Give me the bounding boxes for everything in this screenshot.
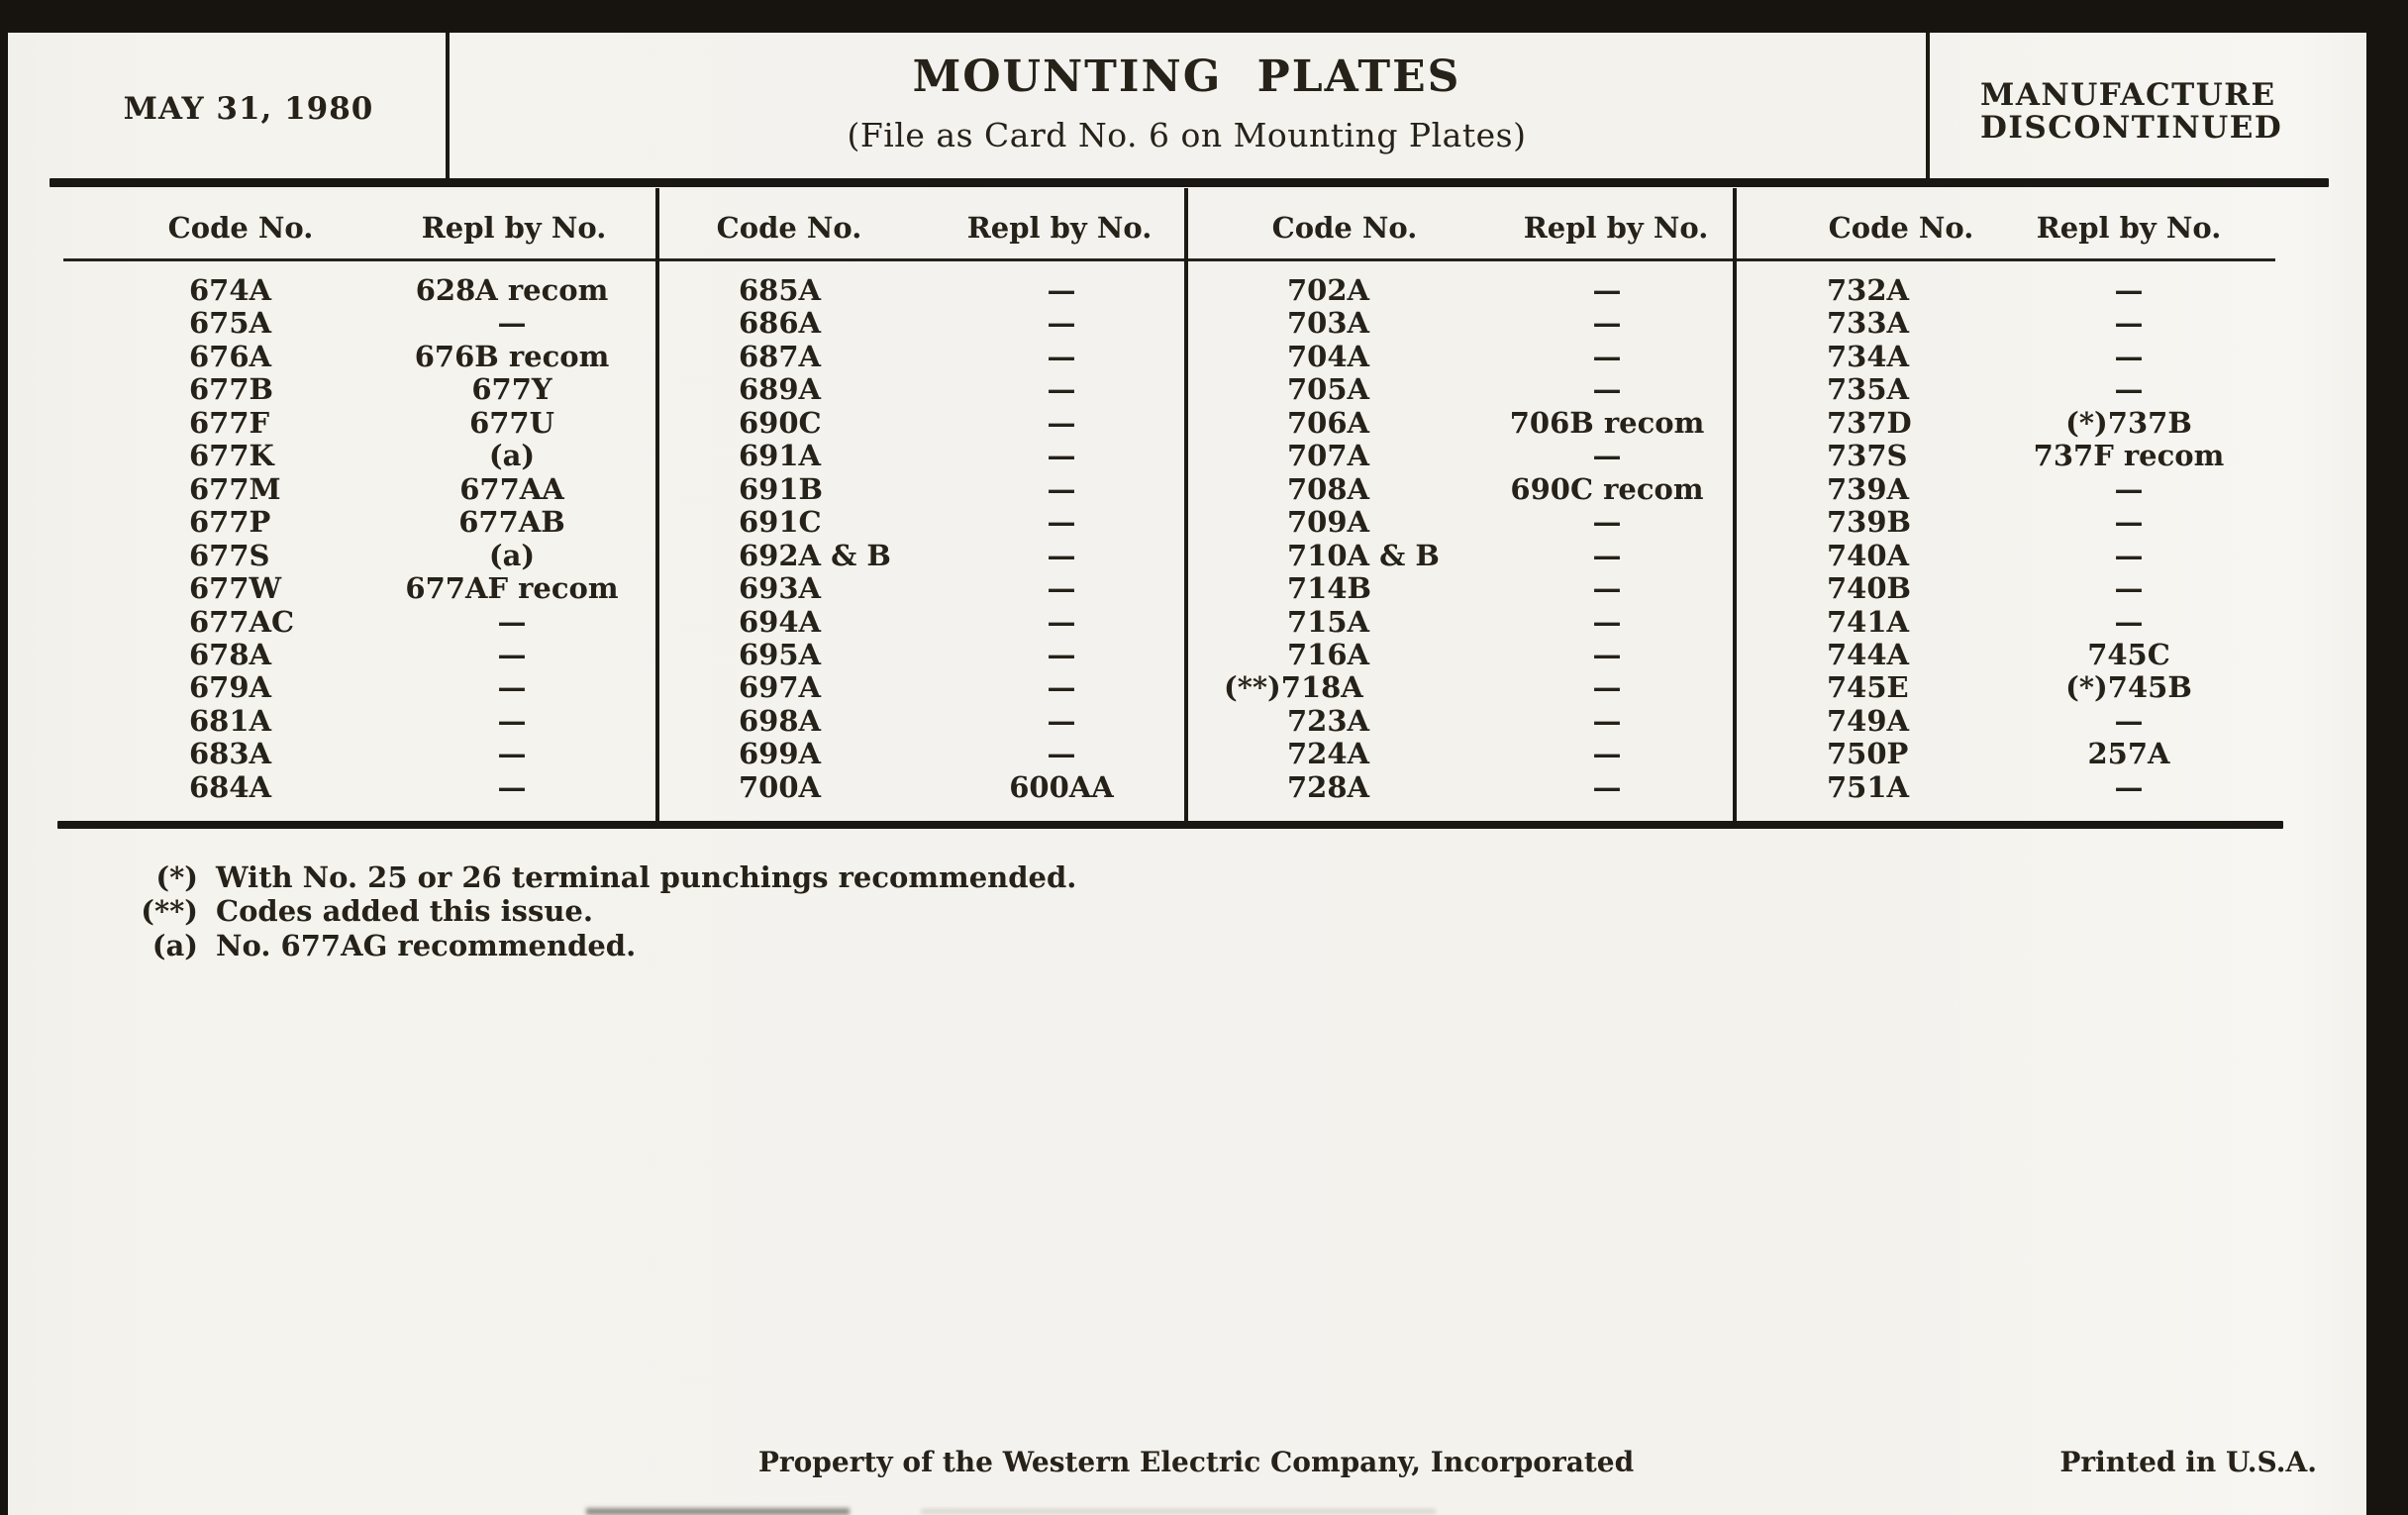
code-no-cell: 710A & B [1287, 539, 1440, 572]
code-no-cell: 707A [1287, 439, 1370, 472]
repl-by-no-cell: — [2114, 770, 2144, 804]
code-no-cell: 708A [1287, 472, 1370, 506]
repl-by-no-cell: — [1047, 670, 1076, 704]
repl-by-no-cell: — [1592, 439, 1622, 472]
repl-by-no-cell: — [1592, 505, 1622, 539]
code-no-cell: 751A [1827, 770, 1910, 804]
repl-by-no-cell: 676B recom [414, 340, 610, 373]
status-line-1: MANUFACTURE [1980, 77, 2276, 113]
repl-by-no-cell: — [2114, 539, 2144, 572]
code-no-cell: 735A [1827, 372, 1910, 406]
issue-date: MAY 31, 1980 [123, 91, 374, 127]
code-no-cell: 694A [739, 605, 822, 639]
repl-by-no-cell: — [1047, 406, 1076, 440]
repl-column-header: Repl by No. [1523, 211, 1709, 245]
code-no-cell: 677W [189, 571, 282, 605]
code-no-cell: 744A [1827, 638, 1910, 671]
code-no-cell: 724A [1287, 737, 1370, 770]
code-no-cell: 683A [189, 737, 272, 770]
repl-by-no-cell: — [1047, 704, 1076, 738]
code-no-cell: 675A [189, 306, 272, 340]
repl-by-no-cell: — [1592, 638, 1622, 671]
repl-by-no-cell: — [1592, 372, 1622, 406]
repl-by-no-cell: — [2114, 704, 2144, 738]
code-no-cell: 706A [1287, 406, 1370, 440]
repl-by-no-cell: — [1592, 605, 1622, 639]
repl-by-no-cell: — [497, 306, 527, 340]
code-no-cell: 676A [189, 340, 272, 373]
repl-by-no-cell: — [1047, 505, 1076, 539]
repl-by-no-cell: — [1047, 340, 1076, 373]
repl-by-no-cell: — [1592, 306, 1622, 340]
code-column-header: Code No. [716, 211, 862, 245]
code-no-cell: 681A [189, 704, 272, 738]
table-bottom-rule [57, 821, 2283, 829]
header-title-block [448, 0, 1926, 154]
code-no-cell: 687A [739, 340, 822, 373]
code-no-cell: 684A [189, 770, 272, 804]
repl-by-no-cell: (a) [488, 439, 536, 472]
repl-by-no-cell: 628A recom [415, 273, 609, 307]
repl-by-no-cell: — [1047, 439, 1076, 472]
code-no-cell: 677B [189, 372, 274, 406]
column-header-rule [63, 258, 2275, 261]
code-no-cell: 740B [1827, 571, 1912, 605]
page-subtitle: (File as Card No. 6 on Mounting Plates) [847, 116, 1527, 154]
code-no-cell: 686A [739, 306, 822, 340]
repl-by-no-cell: — [1592, 704, 1622, 738]
code-no-cell: 691A [739, 439, 822, 472]
code-no-cell: 677K [189, 439, 274, 472]
footnote-marker: (*) [155, 860, 198, 894]
code-no-cell: 745E [1827, 670, 1909, 704]
code-no-cell: 679A [189, 670, 272, 704]
repl-by-no-cell: 257A [2087, 737, 2170, 770]
header-rule [50, 178, 2329, 187]
repl-by-no-cell: — [2114, 306, 2144, 340]
code-no-cell: 677F [189, 406, 270, 440]
code-no-cell: 689A [739, 372, 822, 406]
repl-by-no-cell: — [2114, 340, 2144, 373]
code-no-cell: 697A [739, 670, 822, 704]
code-no-cell: 728A [1287, 770, 1370, 804]
code-no-cell: 693A [739, 571, 822, 605]
repl-by-no-cell: — [1592, 273, 1622, 307]
repl-by-no-cell: — [1047, 571, 1076, 605]
code-no-cell: 690C [739, 406, 822, 440]
footnote-marker: (a) [151, 929, 198, 962]
code-no-cell: 714B [1287, 571, 1372, 605]
code-no-cell: 709A [1287, 505, 1370, 539]
code-no-cell: (**)718A [1224, 670, 1363, 704]
code-no-cell: 749A [1827, 704, 1910, 738]
code-column-header: Code No. [1271, 211, 1418, 245]
footnote-text: No. 677AG recommended. [216, 929, 637, 962]
code-no-cell: 695A [739, 638, 822, 671]
repl-by-no-cell: 677U [469, 406, 554, 440]
repl-by-no-cell: — [1592, 340, 1622, 373]
repl-column-header: Repl by No. [421, 211, 607, 245]
repl-by-no-cell: — [497, 737, 527, 770]
code-no-cell: 715A [1287, 605, 1370, 639]
repl-by-no-cell: 690C recom [1510, 472, 1704, 506]
repl-by-no-cell: (*)737B [2065, 406, 2192, 440]
repl-by-no-cell: (*)745B [2065, 670, 2192, 704]
code-no-cell: 677S [189, 539, 270, 572]
code-no-cell: 750P [1827, 737, 1909, 770]
repl-by-no-cell: — [497, 605, 527, 639]
repl-by-no-cell: — [1592, 770, 1622, 804]
code-no-cell: 691C [739, 505, 822, 539]
code-no-cell: 704A [1287, 340, 1370, 373]
code-no-cell: 678A [189, 638, 272, 671]
page-title: MOUNTING PLATES [912, 51, 1461, 102]
repl-by-no-cell: 600AA [1009, 770, 1114, 804]
repl-by-no-cell: — [2114, 605, 2144, 639]
code-no-cell: 677M [189, 472, 281, 506]
code-no-cell: 734A [1827, 340, 1910, 373]
footer-printed-text: Printed in U.S.A. [2059, 1446, 2317, 1478]
footnote-marker: (**) [141, 894, 198, 928]
scan-artifact [921, 1509, 1436, 1514]
code-no-cell: 677AC [189, 605, 295, 639]
repl-column-header: Repl by No. [966, 211, 1153, 245]
code-no-cell: 737S [1827, 439, 1908, 472]
repl-by-no-cell: — [1047, 737, 1076, 770]
repl-by-no-cell: 706B recom [1509, 406, 1705, 440]
code-no-cell: 739A [1827, 472, 1910, 506]
repl-by-no-cell: — [1592, 539, 1622, 572]
code-no-cell: 700A [739, 770, 822, 804]
code-column-header: Code No. [167, 211, 314, 245]
repl-by-no-cell: 737F recom [2033, 439, 2225, 472]
code-column-header: Code No. [1828, 211, 1974, 245]
repl-by-no-cell: — [497, 704, 527, 738]
repl-by-no-cell: 677AF recom [405, 571, 619, 605]
status-line-2: DISCONTINUED [1980, 110, 2283, 146]
code-no-cell: 733A [1827, 306, 1910, 340]
footnote-text: With No. 25 or 26 terminal punchings recommended. [216, 860, 1077, 894]
repl-by-no-cell: — [1592, 737, 1622, 770]
repl-by-no-cell: — [2114, 273, 2144, 307]
repl-by-no-cell: 745C [2087, 638, 2170, 671]
scan-artifact [586, 1508, 850, 1515]
repl-by-no-cell: — [1047, 273, 1076, 307]
repl-by-no-cell: — [497, 770, 527, 804]
repl-by-no-cell: — [2114, 571, 2144, 605]
repl-by-no-cell: — [497, 670, 527, 704]
repl-by-no-cell: — [1047, 605, 1076, 639]
repl-by-no-cell: — [1047, 539, 1076, 572]
code-no-cell: 685A [739, 273, 822, 307]
code-no-cell: 702A [1287, 273, 1370, 307]
footer-property-text: Property of the Western Electric Company, Incorporated [757, 1446, 1635, 1478]
code-no-cell: 732A [1827, 273, 1910, 307]
repl-by-no-cell: — [1047, 306, 1076, 340]
code-no-cell: 699A [739, 737, 822, 770]
repl-by-no-cell: — [2114, 472, 2144, 506]
code-no-cell: 741A [1827, 605, 1910, 639]
code-no-cell: 705A [1287, 372, 1370, 406]
repl-by-no-cell: — [497, 638, 527, 671]
repl-column-header: Repl by No. [2036, 211, 2222, 245]
code-no-cell: 677P [189, 505, 271, 539]
code-no-cell: 737D [1827, 406, 1912, 440]
code-no-cell: 740A [1827, 539, 1910, 572]
repl-by-no-cell: 677Y [471, 372, 552, 406]
repl-by-no-cell: (a) [488, 539, 536, 572]
footnote-text: Codes added this issue. [216, 894, 593, 928]
repl-by-no-cell: 677AA [459, 472, 564, 506]
repl-by-no-cell: — [1047, 638, 1076, 671]
code-no-cell: 723A [1287, 704, 1370, 738]
repl-by-no-cell: 677AB [458, 505, 565, 539]
code-no-cell: 698A [739, 704, 822, 738]
code-no-cell: 703A [1287, 306, 1370, 340]
code-no-cell: 716A [1287, 638, 1370, 671]
code-no-cell: 691B [739, 472, 824, 506]
header-divider-right [1926, 33, 1930, 181]
code-no-cell: 692A & B [739, 539, 891, 572]
repl-by-no-cell: — [1592, 571, 1622, 605]
status-badge [1980, 79, 2282, 145]
repl-by-no-cell: — [1047, 372, 1076, 406]
code-no-cell: 739B [1827, 505, 1912, 539]
repl-by-no-cell: — [2114, 505, 2144, 539]
code-no-cell: 674A [189, 273, 272, 307]
repl-by-no-cell: — [1592, 670, 1622, 704]
repl-by-no-cell: — [1047, 472, 1076, 506]
repl-by-no-cell: — [2114, 372, 2144, 406]
